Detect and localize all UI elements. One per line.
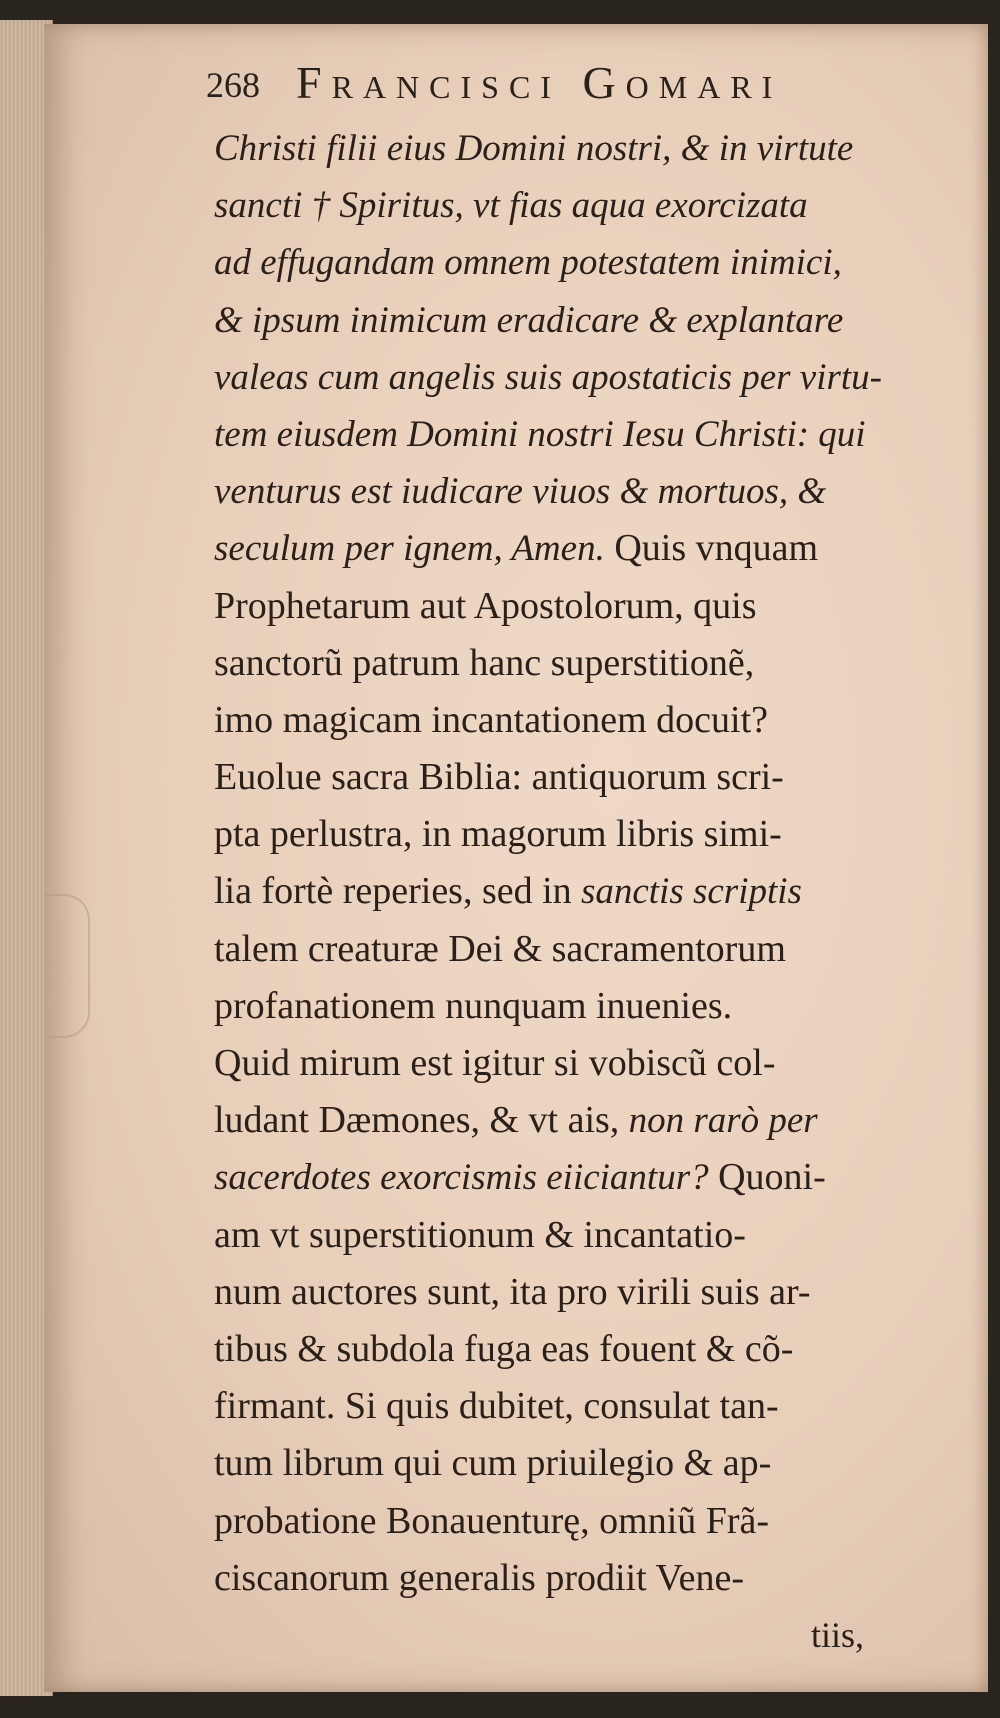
text-line: tem eiusdem Domini nostri Iesu Christi: qui <box>214 413 866 455</box>
text-line: & ipsum inimicum eradicare & explantare <box>214 299 844 341</box>
page-tab-impression <box>44 894 90 1038</box>
catchword: tiis, <box>810 1614 864 1655</box>
text-line: am vt superstitionum & incantatio- <box>214 1213 746 1256</box>
text-line: sanctorũ patrum hanc superstitionẽ, <box>214 641 755 684</box>
text-line: lia fortè reperies, sed in sanctis scriptis <box>214 870 802 913</box>
text-line: Christi filii eius Domini nostri, & in virtute <box>214 128 854 169</box>
text-line: Quid mirum est igitur si vobiscũ col- <box>214 1042 776 1084</box>
body-text <box>214 120 934 1664</box>
text-line: profanationem nunquam inuenies. <box>214 984 733 1027</box>
text-line: Euolue sacra Biblia: antiquorum scri- <box>214 756 784 799</box>
text-line: ciscanorum generalis prodiit Vene- <box>214 1556 745 1599</box>
text-line: seculum per ignem, Amen. Quis vnquam <box>214 527 819 570</box>
text-line: Prophetarum aut Apostolorum, quis <box>214 584 757 627</box>
text-line: tibus & subdola fuga eas fouent & cõ- <box>214 1327 794 1370</box>
text-line: talem creaturæ Dei & sacramentorum <box>214 927 786 970</box>
text-line: firmant. Si quis dubitet, consulat tan- <box>214 1385 779 1428</box>
running-title: Francisci Gomari <box>296 57 783 108</box>
text-line: num auctores sunt, ita pro virili suis ar- <box>214 1270 811 1313</box>
catchword-line <box>214 1607 934 1664</box>
page-number: 268 <box>206 65 260 105</box>
text-line: valeas cum angelis suis apostaticis per virtu- <box>214 356 882 398</box>
text-line: sacerdotes exorcismis eiiciantur? Quoni- <box>214 1156 826 1199</box>
text-line: pta perlustra, in magorum libris simi- <box>214 813 782 856</box>
text-line: imo magicam incantationem docuit? <box>214 698 768 741</box>
text-line: ad effugandam omnem potestatem inimici, <box>214 242 842 284</box>
text-line: venturus est iudicare viuos & mortuos, & <box>214 471 827 513</box>
text-line: probatione Bonauenturę, omniũ Frã- <box>214 1499 770 1542</box>
page-header <box>206 56 906 116</box>
text-line: ludant Dæmones, & vt ais, non rarò per <box>214 1099 818 1142</box>
text-line: sancti † Spiritus, vt fias aqua exorcizata <box>214 185 808 227</box>
text-line: tum librum qui cum priuilegio & ap- <box>214 1442 772 1485</box>
